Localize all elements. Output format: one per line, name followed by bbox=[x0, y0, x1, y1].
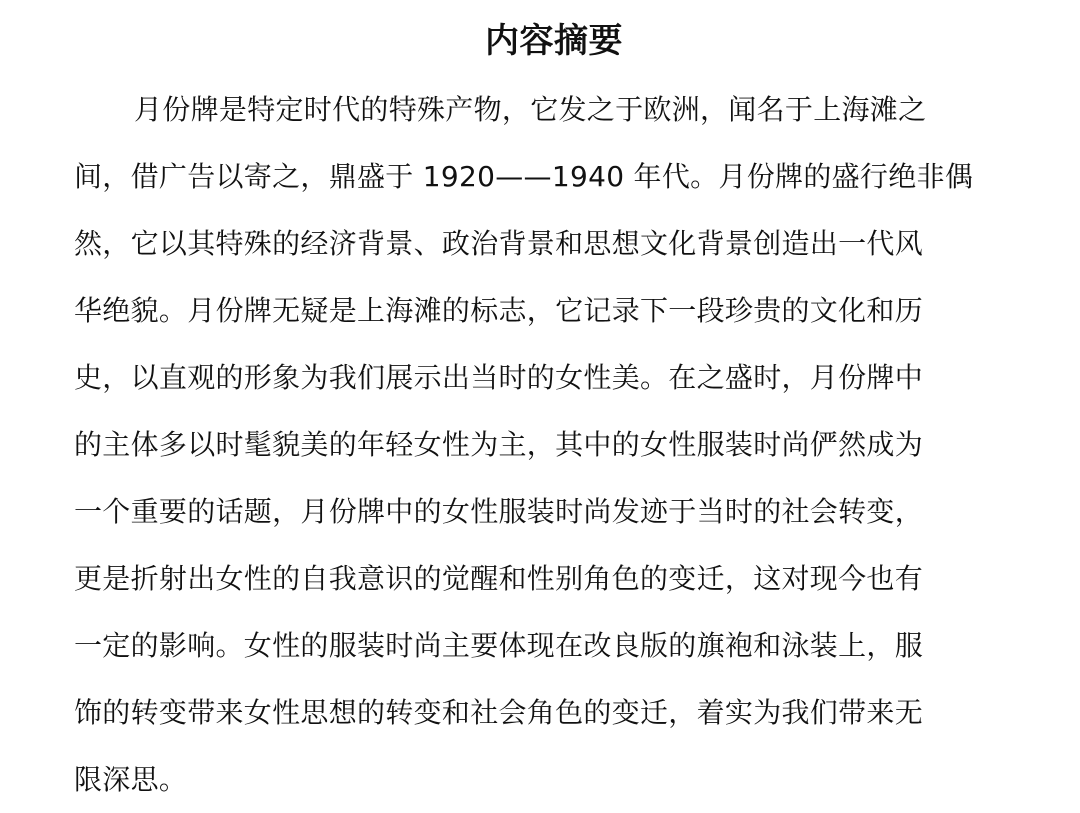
abstract-paragraph bbox=[74, 76, 974, 813]
paragraph-line: 一定的影响。女性的服装时尚主要体现在改良版的旗袍和泳装上，服 bbox=[74, 629, 924, 662]
paragraph-line: 的主体多以时髦貌美的年轻女性为主，其中的女性服装时尚俨然成为 bbox=[74, 428, 924, 461]
paragraph-line: 饰的转变带来女性思想的转变和社会角色的变迁，着实为我们带来无 bbox=[74, 696, 924, 729]
paragraph-line: 间，借广告以寄之，鼎盛于 1920——1940 年代。月份牌的盛行绝非偶 bbox=[74, 160, 974, 193]
paragraph-line: 限深思。 bbox=[74, 763, 188, 796]
paragraph-line: 史，以直观的形象为我们展示出当时的女性美。在之盛时，月份牌中 bbox=[74, 361, 924, 394]
paragraph-line: 更是折射出女性的自我意识的觉醒和性别角色的变迁，这对现今也有 bbox=[74, 562, 924, 595]
paragraph-line: 月份牌是特定时代的特殊产物，它发之于欧洲，闻名于上海滩之 bbox=[134, 93, 927, 126]
paragraph-line: 一个重要的话题，月份牌中的女性服装时尚发迹于当时的社会转变， bbox=[74, 495, 924, 528]
paragraph-line: 华绝貌。月份牌无疑是上海滩的标志，它记录下一段珍贵的文化和历 bbox=[74, 294, 924, 327]
paragraph-line: 然，它以其特殊的经济背景、政治背景和思想文化背景创造出一代风 bbox=[74, 227, 924, 260]
page-title: 内容摘要 bbox=[485, 21, 623, 61]
